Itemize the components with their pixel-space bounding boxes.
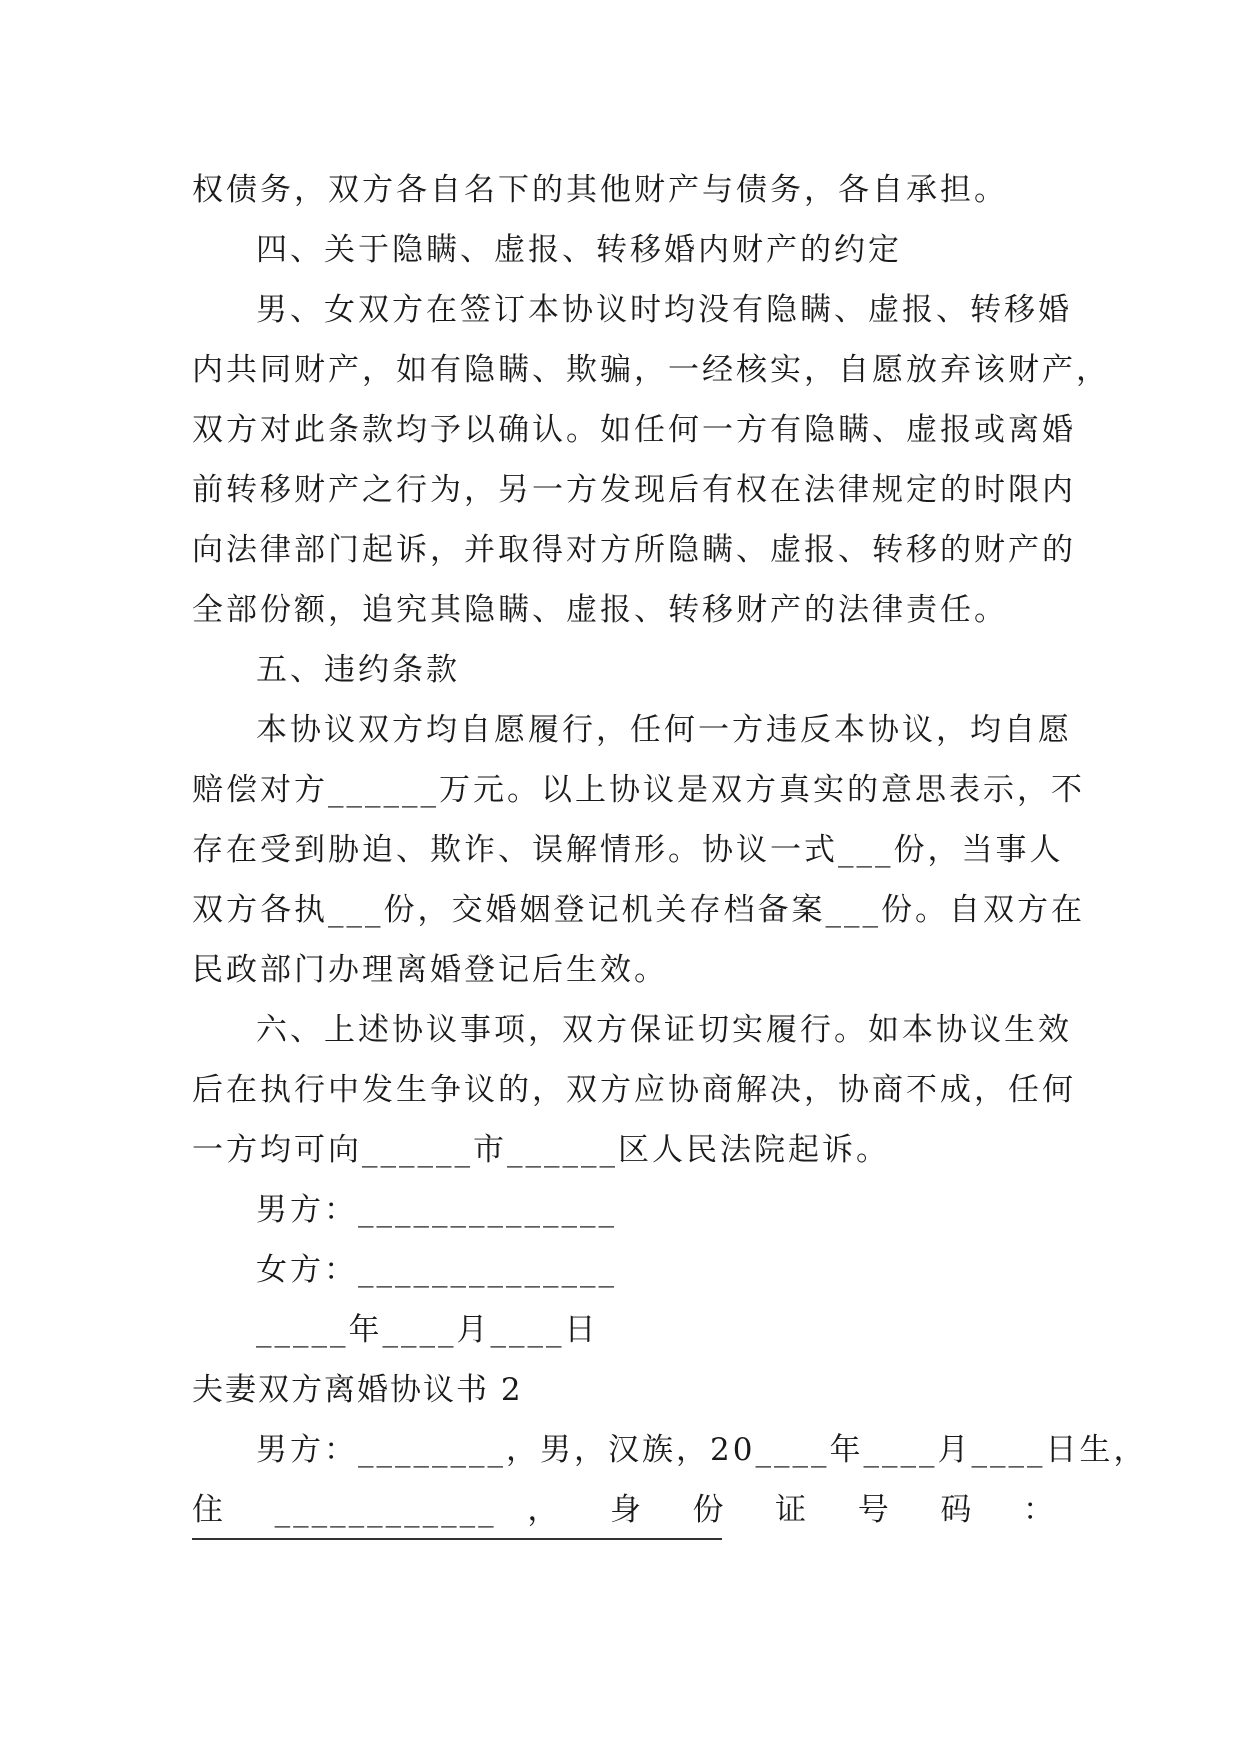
paragraph-line: 赔偿对方______万元。以上协议是双方真实的意思表示，不 (192, 772, 1085, 808)
paragraph-line: 内共同财产，如有隐瞒、欺骗，一经核实，自愿放弃该财产， (192, 352, 1110, 388)
paragraph-line: 本协议双方均自愿履行，任何一方违反本协议，均自愿 (256, 712, 1072, 748)
male-signature-line: 男方：______________ (256, 1192, 617, 1228)
paragraph-line: 前转移财产之行为，另一方发现后有权在法律规定的时限内 (192, 472, 1076, 508)
paragraph-line: 住 ____________ ， 身 份 证 号 码 ： (192, 1492, 1057, 1528)
female-signature-line: 女方：______________ (256, 1252, 617, 1288)
document-body (192, 160, 1148, 1540)
paragraph-line: 向法律部门起诉，并取得对方所隐瞒、虚报、转移的财产的 (192, 532, 1076, 568)
paragraph-line: 双方各执___份，交婚姻登记机关存档备案___份。自双方在 (192, 892, 1085, 928)
paragraph-line: 一方均可向______市______区人民法院起诉。 (192, 1132, 890, 1168)
paragraph-line: 权债务，双方各自名下的其他财产与债务，各自承担。 (192, 172, 1008, 208)
document-title: 夫妻双方离婚协议书 2 (192, 1372, 523, 1408)
paragraph-line: 男、女双方在签订本协议时均没有隐瞒、虚报、转移婚 (256, 292, 1072, 328)
paragraph-line: 双方对此条款均予以确认。如任何一方有隐瞒、虚报或离婚 (192, 412, 1076, 448)
paragraph-line: 全部份额，追究其隐瞒、虚报、转移财产的法律责任。 (192, 592, 1008, 628)
paragraph-line: 男方：________，男，汉族，20____年____月____日生， (256, 1432, 1148, 1468)
id-number-blank (192, 1538, 722, 1540)
paragraph-line: 六、上述协议事项，双方保证切实履行。如本协议生效 (256, 1012, 1072, 1048)
section-heading: 五、违约条款 (256, 652, 460, 688)
paragraph-line: 存在受到胁迫、欺诈、误解情形。协议一式___份，当事人 (192, 832, 1064, 868)
section-heading: 四、关于隐瞒、虚报、转移婚内财产的约定 (256, 232, 902, 268)
paragraph-line: 民政部门办理离婚登记后生效。 (192, 952, 668, 988)
date-line: _____年____月____日 (256, 1312, 599, 1348)
paragraph-line: 后在执行中发生争议的，双方应协商解决，协商不成，任何 (192, 1072, 1076, 1108)
